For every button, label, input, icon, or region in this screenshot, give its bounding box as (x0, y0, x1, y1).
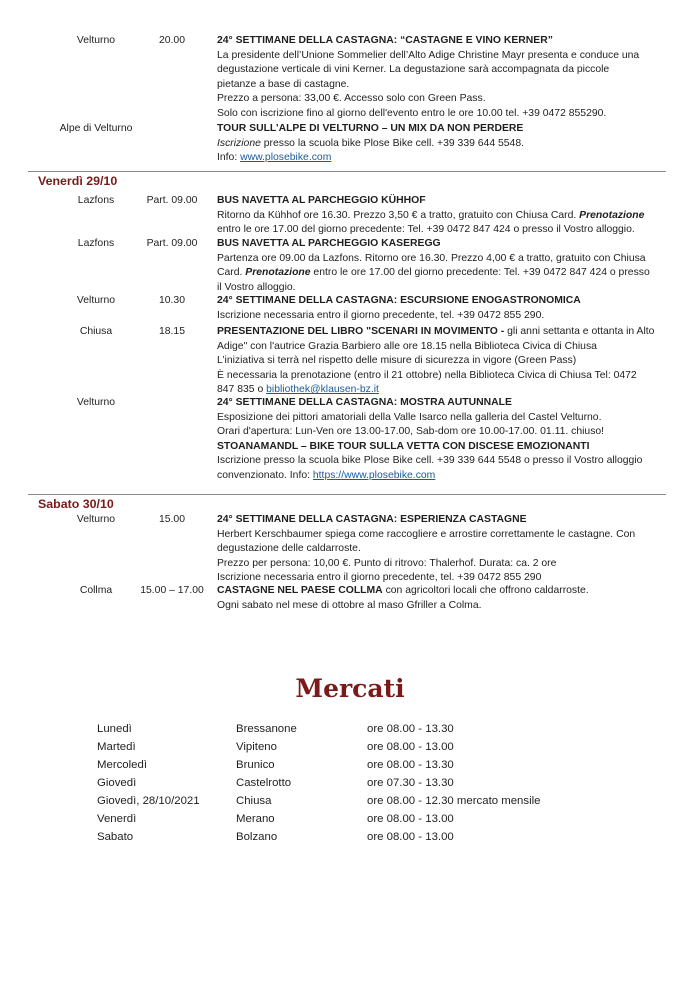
event-line: La presidente dell’Unione Sommelier dell’Alto Adige Christine Mayr presenta e conduce una (217, 49, 640, 61)
event-time: 18.15 (158, 326, 185, 337)
market-hours: ore 08.00 - 13.00 (367, 741, 454, 753)
market-place: Chiusa (236, 795, 272, 807)
event-title: STOANAMANDL – BIKE TOUR SULLA VETTA CON DISCESE EMOZIONANTI (217, 440, 590, 452)
divider (28, 171, 666, 172)
market-hours: ore 07.30 - 13.30 (367, 777, 454, 789)
market-place: Bressanone (236, 723, 297, 735)
divider (28, 494, 666, 495)
event-location: Alpe di Velturno (59, 123, 133, 134)
event-title: 24° SETTIMANE DELLA CASTAGNA: MOSTRA AUTUNNALE (217, 397, 512, 408)
market-day: Giovedì (97, 777, 137, 789)
event-location: Chiusa (79, 326, 113, 337)
event-time: Part. 09.00 (146, 195, 198, 206)
event-title: BUS NAVETTA AL PARCHEGGIO KÜHHOF (217, 195, 426, 206)
event-line: Herbert Kerschbaumer spiega come raccogliere e arrostire correttamente le castagne. Con (217, 528, 636, 540)
event-line: pietanze a base di castagne. (217, 78, 350, 90)
market-hours: ore 08.00 - 13.30 (367, 723, 454, 735)
market-day: Mercoledì (97, 759, 148, 771)
event-location: Lazfons (77, 195, 115, 206)
event-line (217, 209, 669, 224)
event-line: È necessaria la prenotazione (entro il 21 ottobre) nella Biblioteca Civica di Chiusa Tel: 0472 (217, 369, 637, 381)
event-line: Prezzo a persona: 33,00 €. Accesso solo con Green Pass. (217, 93, 486, 105)
day-heading-saturday: Sabato 30/10 (38, 497, 114, 511)
event-text: Ritorno da Kühhof ore 16.30. Prezzo 3,50 € a tratto, gratuito con Chiusa Card. (217, 209, 580, 221)
event-line: il Vostro alloggio. (217, 281, 296, 293)
event-title: CASTAGNE NEL PAESE COLLMA (217, 585, 383, 596)
event-line: Orari d'apertura: Lun-Ven ore 13.00-17.00, Sab-dom ore 10.00-17.00. 01.11. chiuso! (217, 426, 605, 438)
event-text: 847 835 o (217, 384, 267, 396)
mercati-title: Mercati (295, 674, 405, 703)
event-line: Ogni sabato nel mese di ottobre al maso Gfriller a Colma. (217, 599, 482, 611)
event-title: TOUR SULL’ALPE DI VELTURNO – UN MIX DA NON PERDERE (217, 123, 524, 134)
event-line (217, 137, 669, 152)
event-line: Adige" con l'autrice Grazia Barbiero alle ore 18.15 nella Biblioteca Civica di Chiusa (217, 340, 597, 352)
event-time: 15.00 (158, 514, 185, 525)
event-line: entro le ore 17.00 del giorno precedente: Tel. +39 0472 847 424 o presso il Vostro alloggio. (217, 224, 635, 236)
info-label: Info: (217, 152, 241, 164)
event-line (217, 266, 669, 281)
event-title: 24° SETTIMANE DELLA CASTAGNA: ESPERIENZA CASTAGNE (217, 514, 527, 525)
event-location: Velturno (76, 397, 116, 408)
event-location: Velturno (76, 514, 116, 525)
event-time: 20.00 (158, 35, 185, 46)
iscrizione-text: presso la scuola bike Plose Bike cell. +39 339 644 5548. (260, 137, 525, 149)
market-hours: ore 08.00 - 13.00 (367, 831, 454, 843)
market-day: Martedì (97, 741, 136, 753)
event-time: 15.00 – 17.00 (140, 585, 204, 596)
event-description (217, 122, 669, 166)
market-day: Sabato (97, 831, 134, 843)
event-title: BUS NAVETTA AL PARCHEGGIO KASEREGG (217, 238, 441, 249)
event-text: gli anni settanta e ottanta in Alto (507, 326, 655, 337)
event-line: Prezzo per persona: 10,00 €. Punto di ritrovo: Thalerhof. Durata: ca. 2 ore (217, 557, 557, 569)
event-location: Velturno (76, 295, 116, 306)
event-text: convenzionato. Info: (217, 469, 313, 481)
event-text: con agricoltori locali che offrono caldarroste. (382, 585, 589, 596)
prenotazione-label: Prenotazione (579, 209, 645, 221)
event-location: Velturno (76, 35, 116, 46)
market-day: Lunedì (97, 723, 132, 735)
event-location: Collma (79, 585, 113, 596)
biblioteca-email-link[interactable]: bibliothek@klausen-bz.it (266, 384, 379, 396)
event-description (217, 513, 669, 586)
event-description (217, 294, 669, 323)
market-place: Vipiteno (236, 741, 277, 753)
plosebike-url-link[interactable]: https://www.plosebike.com (312, 469, 436, 481)
event-line (217, 584, 669, 599)
market-hours: ore 08.00 - 12.30 mercato mensile (367, 795, 541, 807)
event-description (217, 396, 669, 484)
prenotazione-label: Prenotazione (245, 267, 311, 279)
event-line: Iscrizione presso la scuola bike Plose Bike cell. +39 339 644 5548 o presso il Vostro alloggio (217, 455, 643, 467)
event-line: Solo con iscrizione fino al giorno dell'evento entro le ore 10.00 tel. +39 0472 855290. (217, 107, 607, 119)
market-place: Merano (236, 813, 275, 825)
event-text: Card. (217, 267, 246, 279)
event-line (217, 151, 669, 166)
market-place: Brunico (236, 759, 275, 771)
market-day: Venerdì (97, 813, 137, 825)
event-text: entro le ore 17.00 del giorno precedente: Tel. +39 0472 847 424 o presso (310, 267, 650, 279)
event-location: Lazfons (77, 238, 115, 249)
event-line (217, 325, 669, 340)
market-place: Castelrotto (236, 777, 292, 789)
event-line: Iscrizione necessaria entro il giorno precedente, tel. +39 0472 855 290 (217, 572, 542, 584)
event-title: 24° SETTIMANE DELLA CASTAGNA: “CASTAGNE E VINO KERNER” (217, 35, 553, 46)
event-description (217, 584, 669, 613)
event-description (217, 194, 669, 238)
event-title: PRESENTAZIONE DEL LIBRO "SCENARI IN MOVIMENTO - (217, 326, 508, 337)
market-hours: ore 08.00 - 13.00 (367, 813, 454, 825)
plosebike-link[interactable]: www.plosebike.com (240, 152, 332, 164)
event-time: 10.30 (158, 295, 185, 306)
event-line: L’iniziativa si terrà nel rispetto delle misure di sicurezza in vigore (Green Pass) (217, 355, 577, 367)
event-description (217, 237, 669, 295)
event-description (217, 325, 669, 398)
iscrizione-label: Iscrizione (217, 137, 261, 149)
event-time: Part. 09.00 (146, 238, 198, 249)
event-line: Iscrizione necessaria entro il giorno precedente, tel. +39 0472 855 290. (217, 309, 545, 321)
market-hours: ore 08.00 - 13.30 (367, 759, 454, 771)
event-line: degustazione delle caldarroste. (217, 543, 361, 555)
market-place: Bolzano (236, 831, 278, 843)
event-line: degustazione verticale di vini Kerner. La degustazione sarà accompagnata da piccole (217, 64, 610, 76)
event-line (217, 469, 669, 484)
event-line: Partenza ore 09.00 da Lazfons. Ritorno ore 16.30. Prezzo 4,00 € a tratto, gratuito con Chiusa (217, 252, 646, 264)
event-line: Esposizione dei pittori amatoriali della Valle Isarco nella galleria del Castel Velturno. (217, 411, 602, 423)
event-title: 24° SETTIMANE DELLA CASTAGNA: ESCURSIONE ENOGASTRONOMICA (217, 295, 581, 306)
market-day: Giovedì, 28/10/2021 (97, 795, 200, 807)
event-description (217, 34, 669, 122)
day-heading-friday: Venerdì 29/10 (38, 174, 118, 188)
